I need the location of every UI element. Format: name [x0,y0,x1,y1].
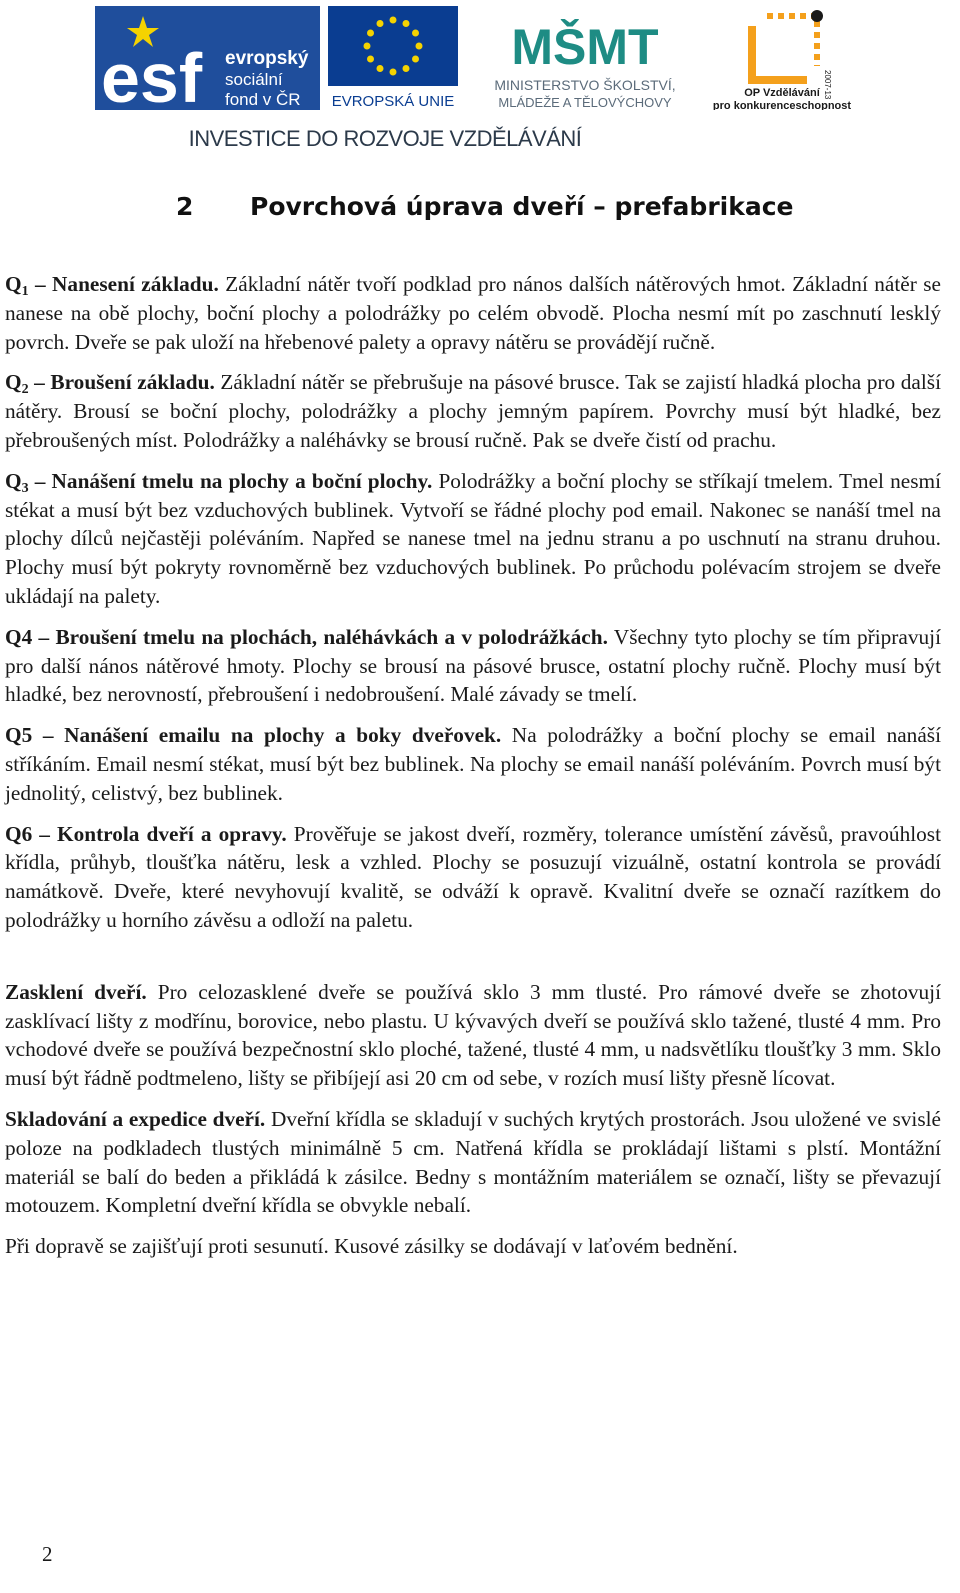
esf-line3: fond v ČR [225,90,301,109]
chapter-number: 2 [176,192,194,221]
step-prefix: Q [5,272,22,296]
step-prefix: Q [5,370,22,395]
paragraph-lead [5,468,433,496]
opvk-dot-icon [811,10,823,22]
investment-banner: INVESTICE DO ROZVOJE VZDĚLÁVÁNÍ [188,126,582,151]
paragraph-text: Polodrážky a boční plochy se stříkají tmelem. Tmel nesmí stékat a musí být bez vzduchových bublinek. Vytvoří se řádné plochy pod email. Nakonec se nanáší tmel na plochy dílců nejčastěji poléváním. Napřed se nanese tmel na jednu stranu a po uschnutí na stranu druhou. Plochy musí být pokryty rovnoměrně bez vzduchových bublinek. Po průchodu polévacím strojem se dveře ukládají na palety. [5,468,941,608]
paragraph-lead [5,822,287,846]
step-index: 2 [21,382,29,398]
page-number: 2 [42,1542,53,1566]
paragraph-lead [5,1107,265,1131]
paragraph-lead [5,723,501,747]
step-index: 3 [21,480,29,496]
paragraph-text: Všechny tyto plochy se tím připravují pro další nános nátěrové hmoty. Plochy se brousí na pásové brusce, ostatní plochy ručně. Plochy musí být hladké, bez nerovností, přebroušení i nedobroušení. Malé závady se tmelí. [5,624,941,707]
esf-mark: esf [101,39,203,110]
eu-flag-logo [328,6,458,110]
paragraph [5,1105,941,1220]
paragraph-text: Dveřní křídla se skladují v suchých krytých prostorách. Jsou uložené ve svislé poloze na podkladech tlustých minimálně 5 cm. Natřená křídla se prokládají lištami s plstí. Montážní materiál se balí do beden a přikládá k zásilce. Bedny s montážním materiálem se označí, lišty se převazují motouzem. Kompletní dveřní křídla se obvykle nebalí. [5,1106,941,1218]
paragraph [5,721,941,807]
paragraph [5,978,941,1093]
lead-text: – Broušení základu. [28,370,215,395]
chapter-title: Povrchová úprava dveří – prefabrikace [250,192,794,221]
opvk-line2: pro konkurenceschopnost [712,100,852,110]
lead-text: – Nanesení základu. [28,272,219,296]
paragraph-text: Na polodrážky a boční plochy se email nanáší stříkáním. Email nesmí stékat, musí být bez bublinek. Na plochy se email nanáší poléváním. Povrch musí být jednolitý, celistvý, bez bublinek. [5,723,941,805]
paragraph-text: Pro celozasklené dveře se používá sklo 3 mm tlusté. Pro rámové dveře se zhotovují zasklívací lišty z modřínu, borovice, nebo plastu. U kývavých dveří se používá sklo tažené, tlusté 4 mm. Pro vchodové dveře se používá bezpečnostní sklo ploché, tažené, tlusté 4 mm, u nadsvětlíku tloušťky 3 mm. Sklo musí být řádně podtmeleno, lišty se přibíjejí asi 20 cm od sebe, v rozích musí lišty přesně lícovat. [5,979,941,1091]
paragraph-text: Prověřuje se jakost dveří, rozměry, tolerance umístění závěsů, pravoúhlost křídla, průhyb, tloušťka nátěru, lesk a vzhled. Plochy se posuzují vizuálně, ostatní kontrola se provádí namátkově. Dveře, které nevyhovují kvalitě, se odváží k opravě. Kvalitní dveře se označí razítkem do polodrážky u horního závěsu a odloží na paletu. [5,821,942,932]
paragraph-lead [5,370,215,398]
opvk-years: 2007-13 [823,70,832,100]
esf-line1: evropský [225,48,309,69]
msmt-logo [470,6,700,110]
lead-text: – Nanášení tmelu na plochy a boční plochy. [28,468,433,493]
step-index: 1 [21,284,29,299]
paragraph-text: Základní nátěr tvoří podklad pro nános dalších nátěrových hmot. Základní nátěr se nanese na obě plochy, boční plochy a polodrážky po celém obvodě. Plocha nesmí mít po zaschnutí lesklý povrch. Dveře se pak uloží na hřebenové palety a opravy nátěru se provádějí ručně. [5,272,941,354]
lead-text: Q4 – Broušení tmelu na plochách, naléhávkách a v polodrážkách. [5,624,608,649]
opvk-logo [707,6,857,110]
msmt-line1: MINISTERSTVO ŠKOLSTVÍ, [494,77,676,93]
step-prefix: Q [5,468,22,493]
paragraph [5,820,941,935]
paragraph-lead [5,272,219,299]
paragraph [5,467,941,611]
paragraph-text: Při dopravě se zajišťují proti sesunutí. Kusové zásilky se dodávají v laťovém bednění. [5,1234,738,1259]
esf-logo [95,6,320,110]
opvk-line1: OP Vzdělávání [744,87,820,99]
esf-line2: sociální [225,70,283,89]
paragraph [5,270,941,356]
lead-text: Skladování a expedice dveří. [5,1106,266,1131]
msmt-line2: MLÁDEŽE A TĚLOVÝCHOVY [498,95,672,110]
paragraph-lead [5,980,147,1004]
paragraph-lead [5,625,608,649]
paragraph-text: Základní nátěr se přebrušuje na pásové brusce. Tak se zajistí hladká plocha pro další nátěry. Brousí se boční plochy, polodrážky a plochy jemným papírem. Povrchy musí být hladké, bez přebroušených míst. Polodrážky a naléhávky se brousí ručně. Pak se dveře čistí od prachu. [5,370,941,452]
lead-text: Zasklení dveří. [5,979,147,1004]
eu-caption: EVROPSKÁ UNIE [331,93,455,110]
paragraph [5,1232,941,1261]
document-body [5,270,941,1273]
paragraph [5,623,941,709]
paragraph [5,368,941,454]
lead-text: Q5 – Nanášení emailu na plochy a boky dveřovek. [5,723,502,748]
chapter-heading [176,192,876,221]
lead-text: Q6 – Kontrola dveří a opravy. [5,821,287,846]
msmt-mark: MŠMT [511,19,659,75]
